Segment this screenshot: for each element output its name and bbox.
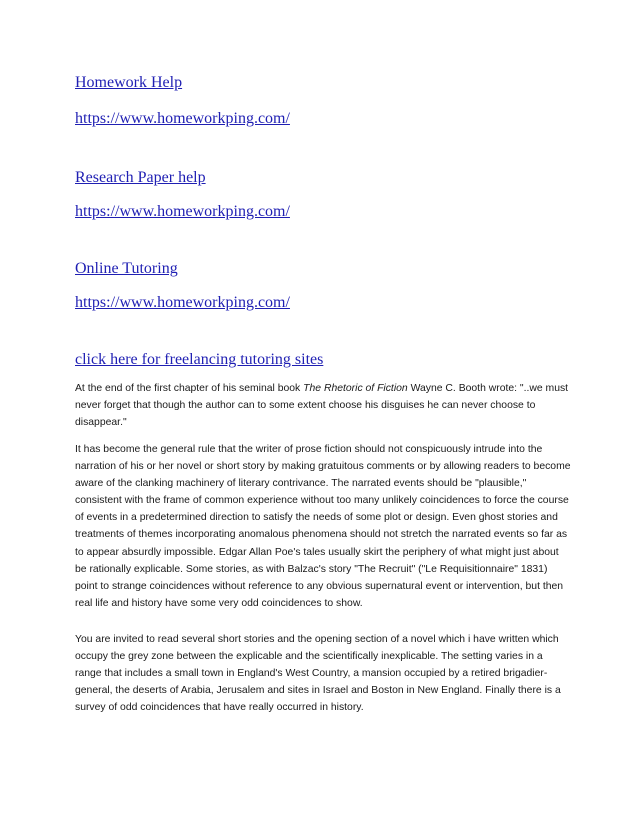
online-tutoring-url-link[interactable]: https://www.homeworkping.com/ [75, 294, 290, 311]
paragraph-booth-quote [75, 380, 571, 431]
paragraph-prose-fiction: It has become the general rule that the writer of prose fiction should not conspicuously intrude into the narration of his or her novel or short story by making gratuitous comments or by allowing readers to become aware of the clanking machinery of literary contrivance. The narrated events should be "plausible," consistent with the frame of common experience without too many unlikely coincidences to force the course of events in a predetermined direction to satisfy the needs of some plot or design. Even ghost stories and treatments of themes incorporating anomalous phenomena should not stretch the narrated events so far as to appear absurdly impossible. Edgar Allan Poe's tales usually skirt the periphery of what might just about be rationally explicable. Some stories, as with Balzac's story "The Recruit" ("Le Requisitionnaire" 1831) point to strange coincidences without reference to any obvious supernatural event or intervention, but then real life and history have some very odd coincidences to show. [75, 444, 571, 609]
freelancing-tutoring-link[interactable]: click here for freelancing tutoring sites [75, 351, 324, 368]
research-paper-url-link[interactable]: https://www.homeworkping.com/ [75, 203, 290, 220]
paragraph-invitation: You are invited to read several short stories and the opening section of a novel which i have written which occupy the grey zone between the explicable and the scientifically inexplicable. The setting varies in a range that includes a small town in England's West Country, a mansion occupied by a retired brigadier-general, the deserts of Arabia, Jerusalem and sites in Israel and Boston in New England. Finally there is a survey of odd coincidences that have really occurred in history. [75, 634, 561, 714]
book-title: The Rhetoric of Fiction [303, 383, 408, 394]
homework-help-url-link[interactable]: https://www.homeworkping.com/ [75, 110, 290, 127]
research-paper-help-link[interactable]: Research Paper help [75, 169, 206, 186]
online-tutoring-link[interactable]: Online Tutoring [75, 260, 178, 277]
homework-help-link[interactable]: Homework Help [75, 74, 183, 91]
paragraph-1-intro: At the end of the first chapter of his seminal book [75, 383, 304, 394]
paragraph-1-quote: Wayne C. Booth wrote: "..we must never forget that though the author can to some extent choose his disguises he can never choose to disappear." [75, 383, 569, 429]
